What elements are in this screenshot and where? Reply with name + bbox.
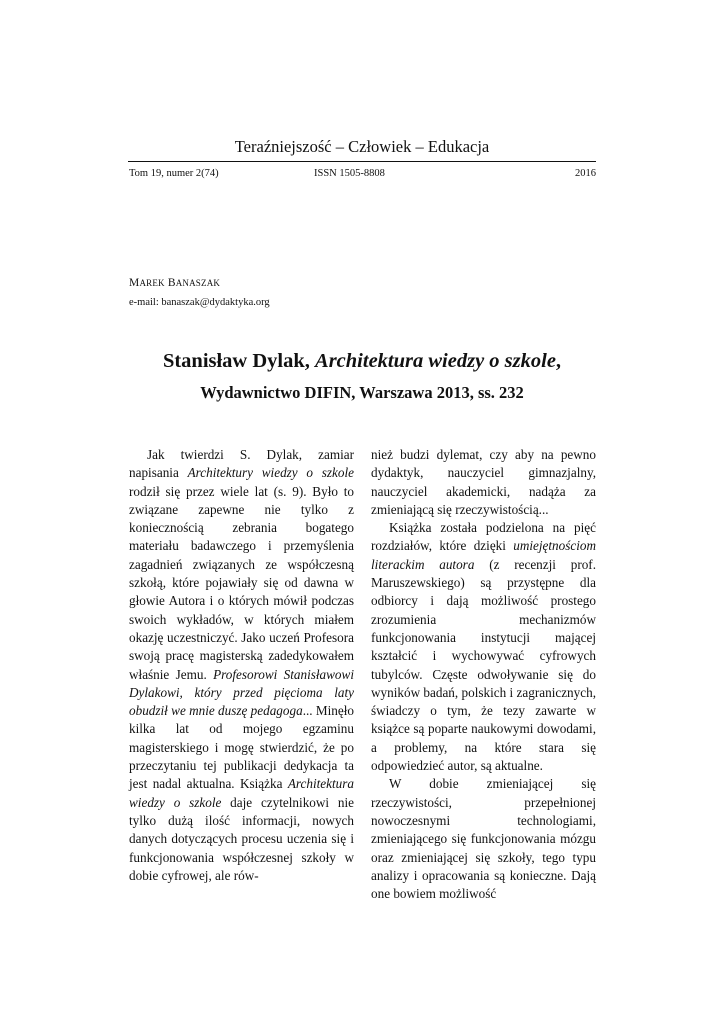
paragraph: W dobie zmieniającej się rzeczywistości, przepełnionej nowoczesnymi technologiami, zmieniającego się funkcjonowania mózgu oraz zmieniającej się szkoły, tego typu analizy i opracowania są konieczne. Dają one bowiem możliwość bbox=[371, 776, 596, 902]
right-column bbox=[371, 446, 596, 903]
journal-title: Teraźniejszość – Człowiek – Edukacja bbox=[234, 137, 490, 156]
left-column bbox=[129, 446, 354, 885]
volume-info: Tom 19, numer 2(74) bbox=[129, 168, 219, 179]
article-title: Stanisław Dylak, Architektura wiedzy o szkole, bbox=[162, 350, 562, 372]
paragraph: Książka została podzielona na pięć rozdziałów, które dzięki umiejętnościom literackim autora (z recenzji prof. Maruszewskiego) są przystępne dla odbiorcy i dają możliwość prostego zrozumienia mechanizmów funkcjonowania instytucji mającej kształcić i wychowywać cyfrowych tubylców. Częste odwoływanie się do wyników badań, polskich i zagranicznych, świadczy o tym, że tezy zawarte w książce są poparte naukowymi dowodami, a problemy, na które stara się odpowiedzieć autor, są aktualne. bbox=[371, 520, 596, 774]
paragraph: nież budzi dylemat, czy aby na pewno dydaktyk, nauczyciel gimnazjalny, nauczyciel akademicki, nadąża za zmieniającą się rzeczywistością... bbox=[371, 447, 596, 517]
article-subtitle: Wydawnictwo DIFIN, Warszawa 2013, ss. 232 bbox=[200, 383, 524, 402]
issn-info: ISSN 1505-8808 bbox=[314, 168, 385, 179]
header-rule bbox=[128, 161, 596, 162]
year-info: 2016 bbox=[575, 168, 596, 179]
paragraph: Jak twierdzi S. Dylak, zamiar napisania Architektury wiedzy o szkole rodził się przez wiele lat (s. 9). Było to związane zapewne nie tylko z koniecznością zebrania bogatego materiału badawczego i przemyślenia zagadnień związanych ze współczesną szkołą, które pojawiały się od dawna w głowie Autora i o których mówił podczas swoich wykładów, w których miałem okazję uczestniczyć. Jako uczeń Profesora swoją pracę magisterską zadedykowałem właśnie Jemu. Profesorowi Stanisławowi Dylakowi, który przed pięcioma laty obudził we mnie duszę pedagoga... Minęło kilka lat od mojego egzaminu magisterskiego i mogę stwierdzić, że po przeczytaniu tej publikacji dedykacja ta jest nadal aktualna. Książka Architektura wiedzy o szkole daje czytelnikowi nie tylko dużą ilość informacji, nowych danych dotyczących procesu uczenia się i funkcjonowania współczesnej szkoły w dobie cyfrowej, ale rów- bbox=[129, 447, 354, 883]
author-email: e-mail: banaszak@dydaktyka.org bbox=[129, 297, 270, 308]
author-name: MAREK BANASZAK bbox=[129, 277, 221, 289]
